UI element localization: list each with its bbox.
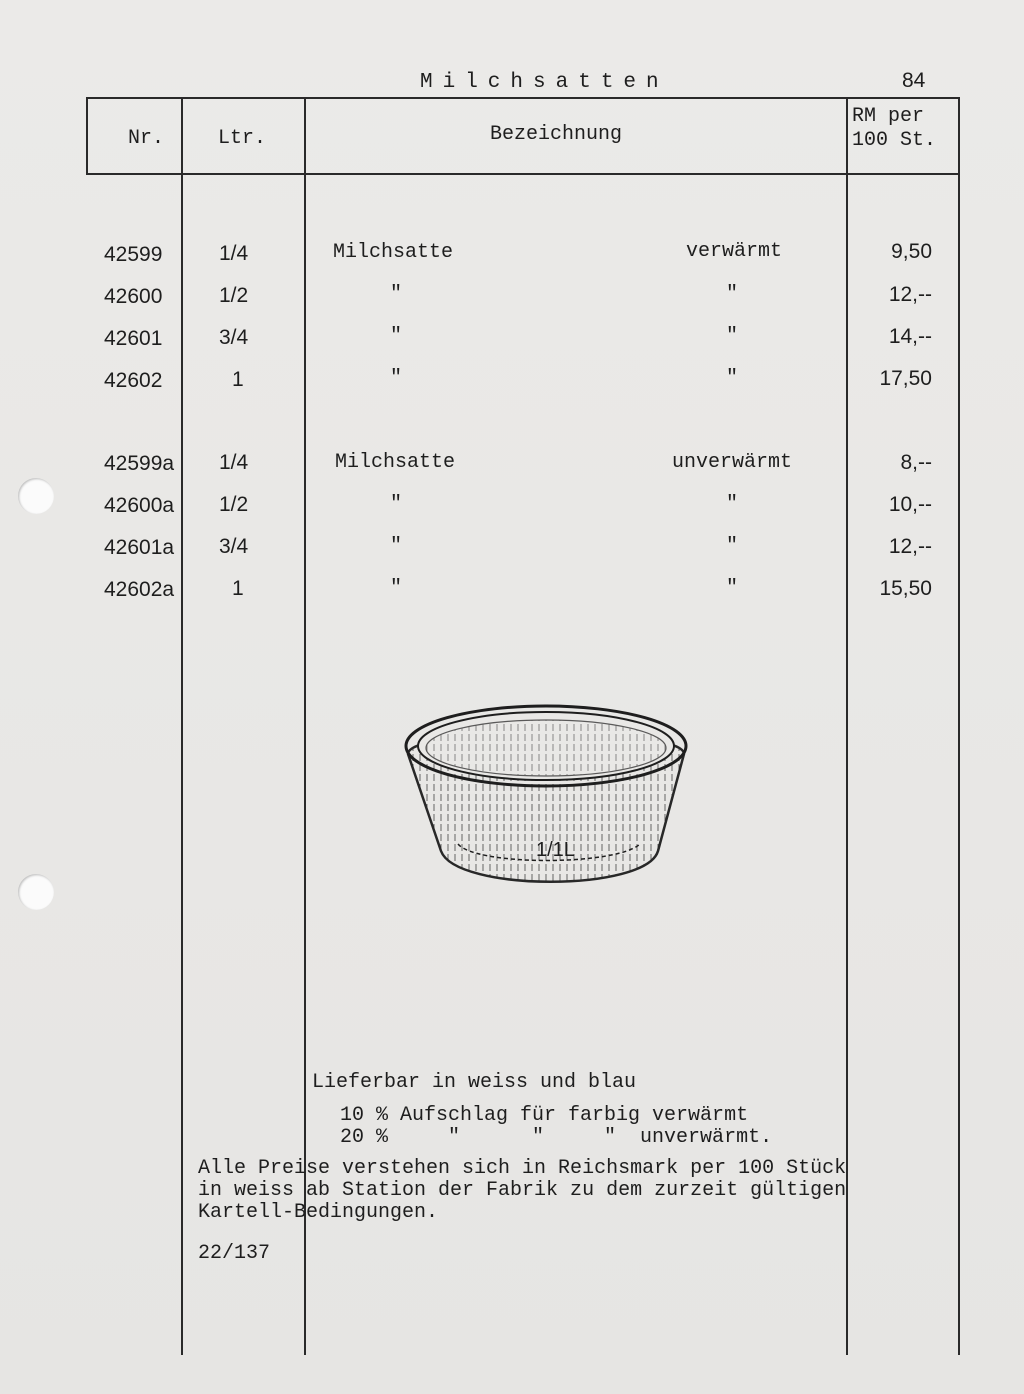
row-name: Milchsatte [335,451,456,474]
row-variant: " [726,577,739,600]
row-nr: 42600a [104,494,175,517]
column-divider-left [86,97,88,175]
row-name: " [390,367,403,390]
row-price: 10,-- [888,493,932,516]
terms-line-3: Kartell-Bedingungen. [198,1201,439,1224]
row-variant: " [726,325,739,348]
row-name: " [390,493,403,516]
row-ltr: 1/2 [219,493,249,516]
row-ltr: 3/4 [219,326,249,349]
bowl-capacity-label: 1/1L [536,839,575,861]
terms-line-2: in weiss ab Station der Fabrik zu dem zurzeit gültigen [198,1179,847,1202]
punch-hole-top [18,478,54,514]
column-header-price-line2: 100 St. [852,129,937,152]
reference-number: 22/137 [198,1242,271,1265]
row-nr: 42601 [104,327,163,350]
row-price: 15,50 [879,577,932,600]
row-ltr: 1/4 [219,451,249,474]
row-variant: verwärmt [686,240,783,263]
surcharge-line-2: 20 % " " " unverwärmt. [340,1126,773,1149]
column-header-bezeichnung: Bezeichnung [490,123,623,146]
column-divider-nr-ltr [181,97,183,1355]
page-number: 84 [902,69,926,92]
punch-hole-bottom [18,874,54,910]
row-ltr: 1/4 [219,242,249,265]
row-nr: 42602 [104,369,163,392]
column-header-nr: Nr. [128,127,165,150]
row-ltr: 1/2 [219,284,249,307]
row-price: 12,-- [888,283,932,306]
row-nr: 42599a [104,452,175,475]
row-name: " [390,535,403,558]
row-variant: unverwärmt [672,451,793,474]
row-variant: " [726,283,739,306]
column-divider-right [958,97,960,1355]
row-name: Milchsatte [333,241,454,264]
surcharge-line-1: 10 % Aufschlag für farbig verwärmt [340,1104,749,1127]
terms-line-1: Alle Preise verstehen sich in Reichsmark per 100 Stück [198,1157,847,1180]
row-ltr: 1 [232,368,244,391]
row-variant: " [726,535,739,558]
row-variant: " [726,367,739,390]
row-name: " [390,283,403,306]
milk-bowl-illustration [396,696,696,896]
row-nr: 42599 [104,243,163,266]
column-header-ltr: Ltr. [218,127,267,150]
row-nr: 42600 [104,285,163,308]
page-title: Milchsatten [420,71,669,94]
row-price: 17,50 [879,367,932,390]
row-ltr: 3/4 [219,535,249,558]
row-variant: " [726,493,739,516]
column-header-price-line1: RM per [852,105,925,128]
header-bottom-border [86,173,960,175]
row-name: " [390,325,403,348]
row-nr: 42602a [104,578,175,601]
table-top-border [86,97,960,99]
row-price: 12,-- [888,535,932,558]
row-ltr: 1 [232,577,244,600]
row-price: 8,-- [900,451,932,474]
availability-note: Lieferbar in weiss und blau [312,1071,637,1094]
row-price: 9,50 [891,240,932,263]
row-name: " [390,577,403,600]
row-price: 14,-- [888,325,932,348]
row-nr: 42601a [104,536,175,559]
